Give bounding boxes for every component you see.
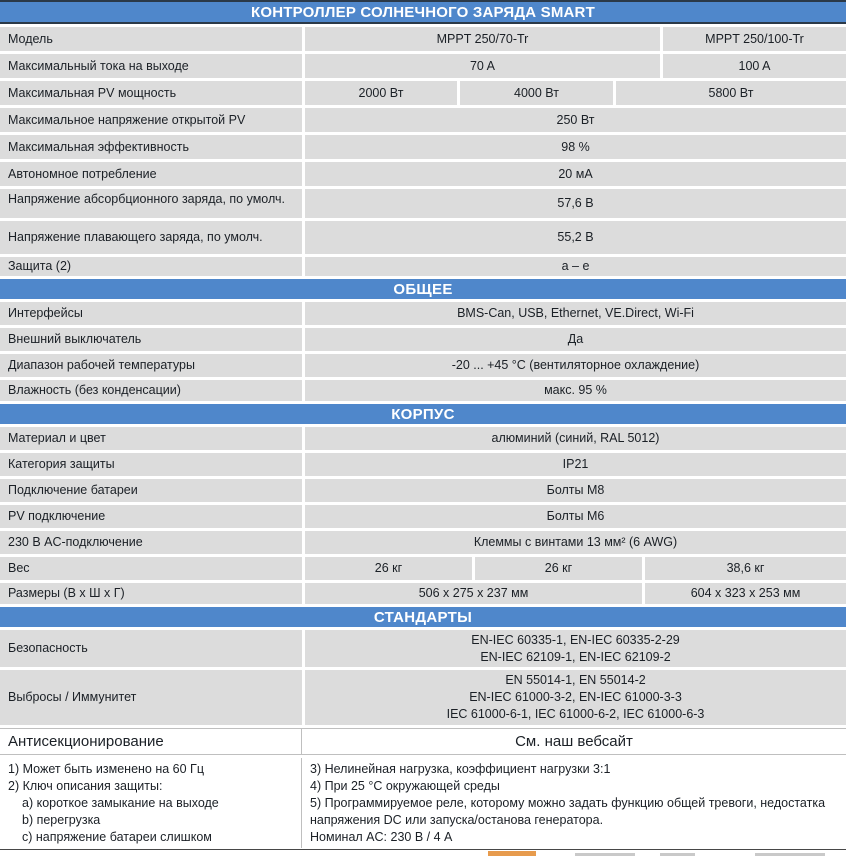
row-label [0, 505, 302, 528]
row-label [0, 302, 302, 325]
row-label-text: PV подключение [8, 509, 106, 523]
row-value: a – e [305, 257, 846, 276]
row-label-text: Внешний выключатель [8, 332, 142, 346]
row-value-line: EN-IEC 60335-1, EN-IEC 60335-2-29 [471, 632, 680, 647]
row-label [0, 630, 302, 667]
row-label [0, 583, 302, 604]
footnote-line: a) короткое замыкание на выходе [22, 796, 219, 810]
spec-rows [0, 27, 846, 755]
table-row [0, 427, 846, 450]
table-row [0, 189, 846, 218]
row-label [0, 380, 302, 401]
row-label-text: Автономное потребление [8, 166, 157, 181]
row-value-line: EN-IEC 61000-3-2, EN-IEC 61000-3-3 [469, 690, 682, 704]
table-row [0, 108, 846, 132]
row-label-text: Напряжение абсорбционного заряда, по умолч. [8, 192, 285, 206]
row-label [0, 54, 302, 78]
row-label [0, 453, 302, 476]
row-label-text: Защита (2) [8, 259, 72, 273]
row-label-text: Напряжение плавающего заряда, по умолч. [8, 230, 263, 244]
row-value: 57,6 В [305, 189, 846, 218]
table-row [0, 81, 846, 105]
row-value: MPPT 250/70-Tr [305, 27, 660, 51]
footnote-line: b) перегрузка [22, 813, 101, 827]
row-value: 250 Вт [305, 108, 846, 132]
row-value: 70 A [305, 54, 660, 78]
row-label [0, 257, 302, 276]
cutoff-next-row-remnant [0, 850, 846, 856]
row-label [0, 531, 302, 554]
footnote-line: 3) Нелинейная нагрузка, коэффициент нагрузки 3:1 [310, 762, 611, 776]
row-label [0, 221, 302, 254]
footnote-line: 4) При 25 °C окружающей среды [310, 779, 500, 793]
row-label [0, 557, 302, 580]
row-value: 604 x 323 x 253 мм [645, 583, 846, 604]
row-label [0, 27, 302, 51]
row-value [305, 630, 846, 667]
row-value: макс. 95 % [305, 380, 846, 401]
table-row-plain [0, 728, 846, 755]
row-value: алюминий (синий, RAL 5012) [305, 427, 846, 450]
table-row [0, 354, 846, 377]
row-label-text: Материал и цвет [8, 431, 106, 445]
row-value: 20 мА [305, 162, 846, 186]
row-label-text: Категория защиты [8, 457, 115, 471]
row-value: Болты M8 [305, 479, 846, 502]
row-value: 5800 Вт [616, 81, 846, 105]
row-label-text: Влажность (без конденсации) [8, 383, 181, 397]
row-value: Болты M6 [305, 505, 846, 528]
row-value: IP21 [305, 453, 846, 476]
table-row [0, 557, 846, 580]
footnotes [0, 758, 846, 848]
row-value: 26 кг [475, 557, 642, 580]
row-label [0, 479, 302, 502]
row-value: 2000 Вт [305, 81, 457, 105]
row-label-text: Подключение батареи [8, 483, 138, 497]
row-label [0, 81, 302, 105]
row-value: MPPT 250/100-Tr [663, 27, 846, 51]
row-value: 38,6 кг [645, 557, 846, 580]
section-header-label: СТАНДАРТЫ [373, 608, 473, 626]
row-label: Антисекционирование [0, 729, 302, 754]
table-row [0, 380, 846, 401]
row-label [0, 328, 302, 351]
row-label-text: Диапазон рабочей температуры [8, 358, 195, 372]
row-label-text: Вес [8, 561, 30, 575]
row-label [0, 189, 302, 218]
row-value: 100 A [663, 54, 846, 78]
row-label [0, 162, 302, 186]
row-label-text: Максимальный тока на выходе [8, 58, 189, 73]
row-value [305, 670, 846, 725]
row-value: -20 ... +45 °C (вентиляторное охлаждение) [305, 354, 846, 377]
row-value-line: IEC 61000-6-1, IEC 61000-6-2, IEC 61000-6-3 [446, 707, 705, 721]
row-label-text: Максимальная PV мощность [8, 85, 177, 100]
row-label [0, 354, 302, 377]
section-header-label: ОБЩЕЕ [393, 280, 453, 298]
table-row [0, 302, 846, 325]
row-value: См. наш вебсайт [515, 733, 633, 750]
section-header [0, 279, 846, 299]
page-title-bar [0, 2, 846, 24]
row-value: Клеммы с винтами 13 мм² (6 AWG) [305, 531, 846, 554]
footnote-line: 1) Может быть изменено на 60 Гц [8, 762, 204, 776]
table-row [0, 27, 846, 51]
row-label-text: Безопасность [8, 641, 88, 655]
row-label-text: Выбросы / Иммунитет [8, 690, 137, 704]
row-value: 506 x 275 x 237 мм [305, 583, 642, 604]
row-label-text: 230 В AC-подключение [8, 535, 143, 549]
footnotes-left-column [0, 758, 302, 848]
section-header [0, 404, 846, 424]
table-row [0, 54, 846, 78]
section-header-label: КОРПУС [391, 405, 455, 423]
footnotes-right-column [302, 758, 846, 848]
row-value: 55,2 В [305, 221, 846, 254]
table-row [0, 328, 846, 351]
table-row [0, 135, 846, 159]
orange-fragment [488, 851, 536, 856]
footnote-line: 2) Ключ описания защиты: [8, 779, 163, 793]
table-row [0, 479, 846, 502]
table-row [0, 505, 846, 528]
row-label [0, 108, 302, 132]
row-value: 98 % [305, 135, 846, 159]
row-label [0, 135, 302, 159]
row-value-line: EN-IEC 62109-1, EN-IEC 62109-2 [480, 649, 671, 664]
row-value-line: EN 55014-1, EN 55014-2 [505, 673, 646, 687]
row-label [0, 427, 302, 450]
row-value: Да [305, 328, 846, 351]
row-value: BMS-Can, USB, Ethernet, VE.Direct, Wi-Fi [305, 302, 846, 325]
footnote-line: 5) Программируемое реле, которому можно задать функцию общей тревоги, недостатка напряжения DC или запуска/останова генератора. [310, 796, 826, 827]
table-row [0, 531, 846, 554]
footnote-line: c) напряжение батареи слишком [22, 830, 212, 844]
page-title: КОНТРОЛЛЕР СОЛНЕЧНОГО ЗАРЯДА SMART [251, 3, 595, 21]
footnote-line: Номинал AC: 230 В / 4 А [310, 830, 453, 844]
row-label-text: Максимальное напряжение открытой PV [8, 112, 246, 127]
table-row [0, 257, 846, 276]
table-row [0, 583, 846, 604]
row-value: 26 кг [305, 557, 472, 580]
row-label-text: Размеры (В x Ш x Г) [8, 586, 125, 600]
section-header [0, 607, 846, 627]
row-label-text: Максимальная эффективность [8, 139, 189, 154]
row-label [0, 670, 302, 725]
table-row [0, 162, 846, 186]
table-row [0, 630, 846, 667]
table-row [0, 221, 846, 254]
table-row [0, 453, 846, 476]
row-label-text: Интерфейсы [8, 306, 83, 320]
table-row [0, 670, 846, 725]
row-label-text: Модель [8, 31, 53, 46]
row-value: 4000 Вт [460, 81, 613, 105]
